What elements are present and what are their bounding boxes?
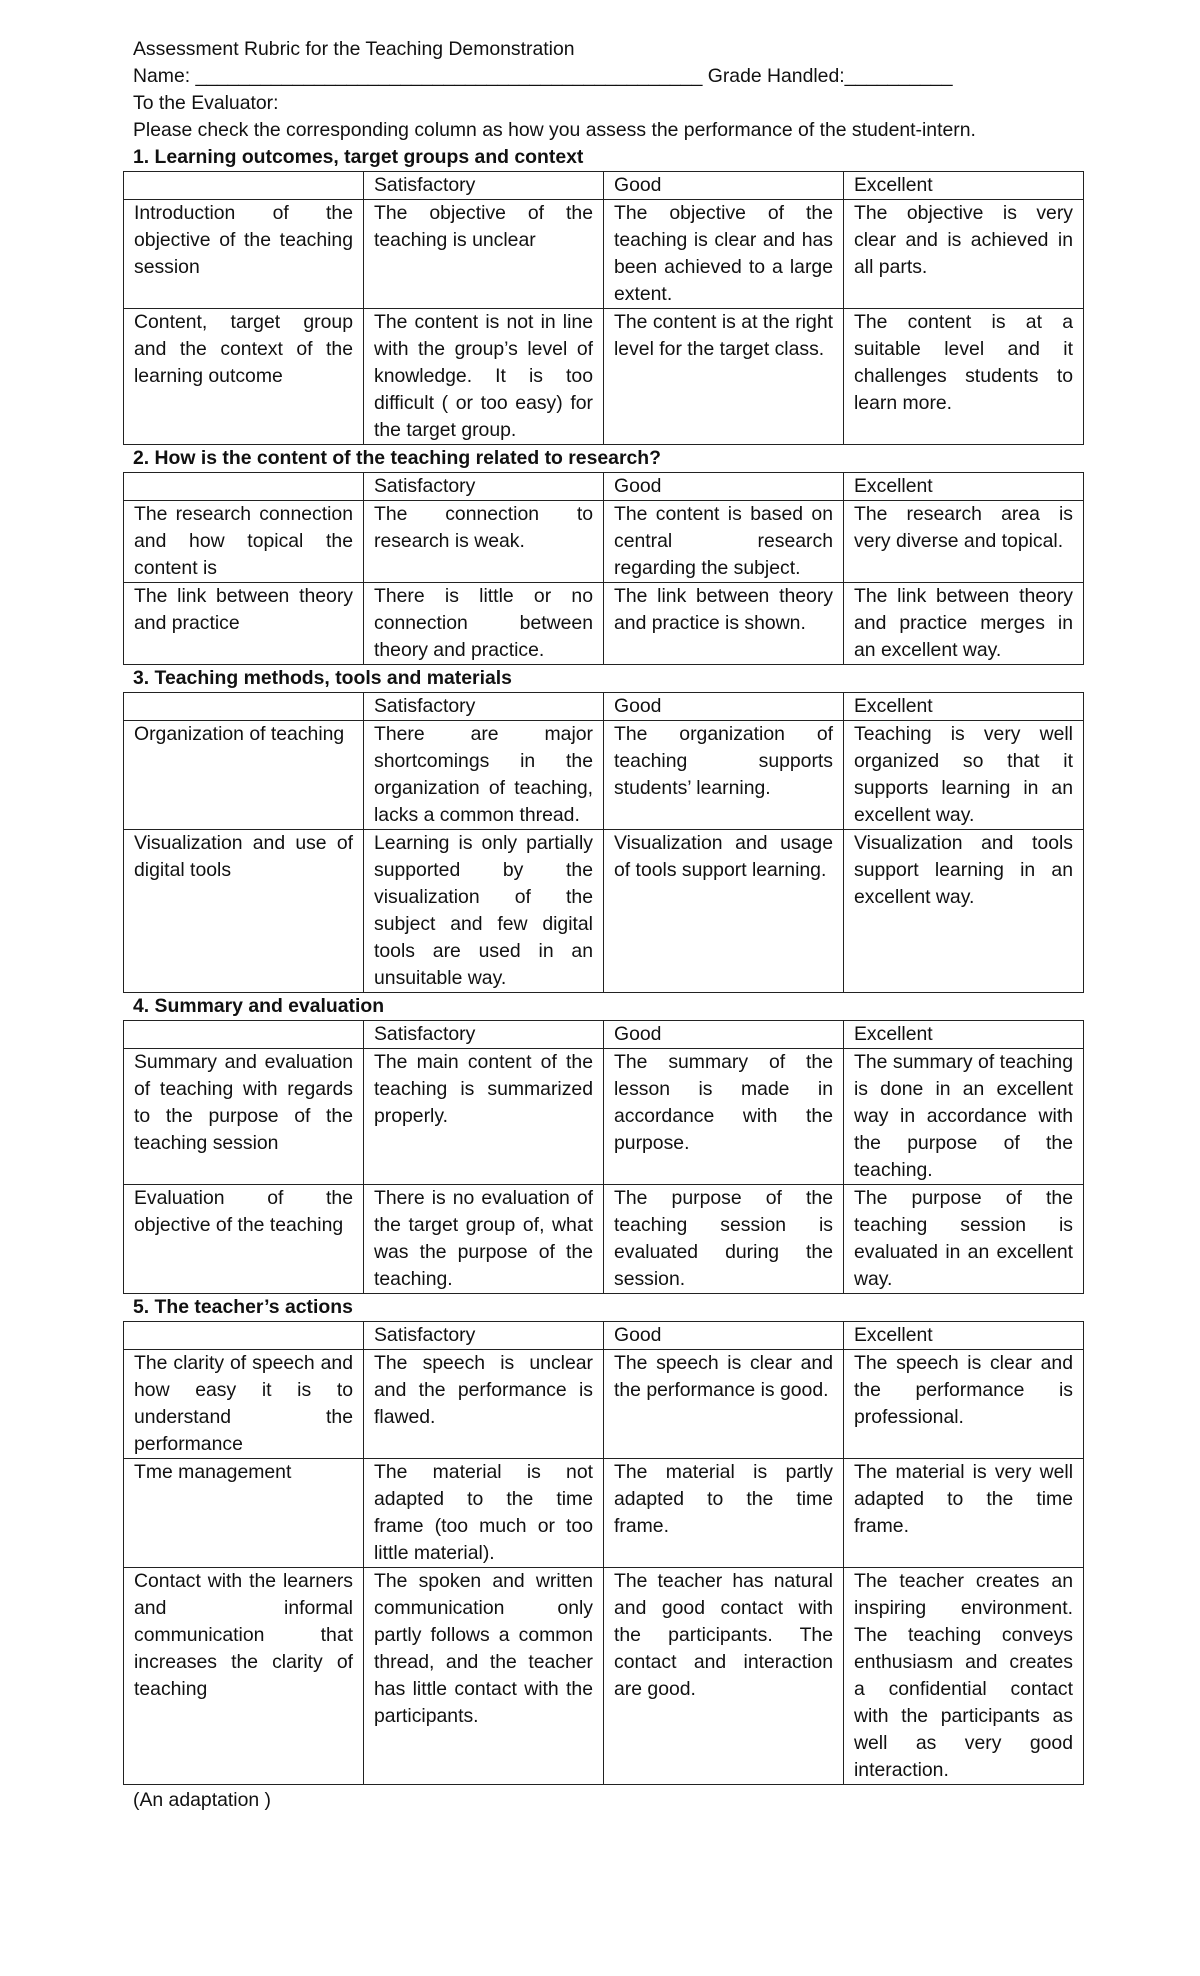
criterion-header-cell [124, 1322, 364, 1350]
instructions: Please check the corresponding column as how you assess the performance of the student-intern. [133, 119, 976, 141]
good-cell[interactable]: The summary of the lesson is made in accordance with the purpose. [604, 1049, 844, 1185]
satisfactory-cell[interactable]: There is no evaluation of the target group of, what was the purpose of the teaching. [364, 1185, 604, 1294]
excellent-cell[interactable]: Visualization and tools support learning in an excellent way. [844, 830, 1084, 993]
good-cell[interactable]: The objective of the teaching is clear and has been achieved to a large extent. [604, 200, 844, 309]
excellent-cell[interactable]: The summary of teaching is done in an excellent way in accordance with the purpose of the teaching. [844, 1049, 1084, 1185]
header-row [124, 1322, 1084, 1350]
satisfactory-cell[interactable]: The spoken and written communication only partly follows a common thread, and the teacher has little contact with the participants. [364, 1568, 604, 1785]
criterion-cell: Content, target group and the context of the learning outcome [124, 309, 364, 445]
table-row [124, 309, 1084, 445]
criterion-header-cell [124, 172, 364, 200]
table-row [124, 200, 1084, 309]
criterion-cell: The research connection and how topical the content is [124, 501, 364, 583]
satisfactory-cell[interactable]: The connection to research is weak. [364, 501, 604, 583]
column-header-excellent: Excellent [844, 1021, 1084, 1049]
satisfactory-cell[interactable]: The objective of the teaching is unclear [364, 200, 604, 309]
column-header-good: Good [604, 1322, 844, 1350]
header-row [124, 1021, 1084, 1049]
good-cell[interactable]: The organization of teaching supports students’ learning. [604, 721, 844, 830]
satisfactory-cell[interactable]: There is little or no connection between theory and practice. [364, 583, 604, 665]
good-cell[interactable]: The purpose of the teaching session is evaluated during the session. [604, 1185, 844, 1294]
good-cell[interactable]: The content is at the right level for the target class. [604, 309, 844, 445]
criterion-cell: Summary and evaluation of teaching with regards to the purpose of the teaching session [124, 1049, 364, 1185]
table-row [124, 1049, 1084, 1185]
good-cell[interactable]: The speech is clear and the performance is good. [604, 1350, 844, 1459]
rubric-sections [123, 144, 1083, 1785]
header-row [124, 172, 1084, 200]
column-header-satisfactory: Satisfactory [364, 473, 604, 501]
criterion-header-cell [124, 473, 364, 501]
document-title: Assessment Rubric for the Teaching Demonstration [133, 38, 575, 60]
section-title: 2. How is the content of the teaching related to research? [133, 447, 661, 469]
criterion-cell: Visualization and use of digital tools [124, 830, 364, 993]
column-header-satisfactory: Satisfactory [364, 693, 604, 721]
table-row [124, 1185, 1084, 1294]
table-row [124, 501, 1084, 583]
header-row [124, 693, 1084, 721]
section-title: 5. The teacher’s actions [133, 1296, 353, 1318]
table-row [124, 1459, 1084, 1568]
excellent-cell[interactable]: The research area is very diverse and topical. [844, 501, 1084, 583]
excellent-cell[interactable]: The speech is clear and the performance is professional. [844, 1350, 1084, 1459]
table-row [124, 1568, 1084, 1785]
criterion-cell: Evaluation of the objective of the teaching [124, 1185, 364, 1294]
column-header-satisfactory: Satisfactory [364, 172, 604, 200]
criterion-cell: The link between theory and practice [124, 583, 364, 665]
excellent-cell[interactable]: The link between theory and practice merges in an excellent way. [844, 583, 1084, 665]
table-row [124, 583, 1084, 665]
good-cell[interactable]: Visualization and usage of tools support learning. [604, 830, 844, 993]
section-title: 4. Summary and evaluation [133, 995, 385, 1017]
rubric-document [123, 36, 1083, 1814]
rubric-table [123, 1020, 1084, 1294]
criterion-cell: Tme management [124, 1459, 364, 1568]
column-header-excellent: Excellent [844, 693, 1084, 721]
column-header-good: Good [604, 1021, 844, 1049]
section-title: 1. Learning outcomes, target groups and context [133, 146, 584, 168]
rubric-table [123, 171, 1084, 445]
excellent-cell[interactable]: The material is very well adapted to the time frame. [844, 1459, 1084, 1568]
table-row [124, 1350, 1084, 1459]
column-header-excellent: Excellent [844, 172, 1084, 200]
good-cell[interactable]: The content is based on central research regarding the subject. [604, 501, 844, 583]
column-header-satisfactory: Satisfactory [364, 1322, 604, 1350]
footer-note: (An adaptation ) [133, 1789, 271, 1811]
column-header-excellent: Excellent [844, 473, 1084, 501]
rubric-table [123, 692, 1084, 993]
criterion-cell: Organization of teaching [124, 721, 364, 830]
excellent-cell[interactable]: The teacher creates an inspiring environment. The teaching conveys enthusiasm and creates a confidential contact with the participants as well as very good interaction. [844, 1568, 1084, 1785]
column-header-satisfactory: Satisfactory [364, 1021, 604, 1049]
column-header-good: Good [604, 693, 844, 721]
column-header-good: Good [604, 473, 844, 501]
excellent-cell[interactable]: Teaching is very well organized so that it supports learning in an excellent way. [844, 721, 1084, 830]
header-row [124, 473, 1084, 501]
excellent-cell[interactable]: The content is at a suitable level and it challenges students to learn more. [844, 309, 1084, 445]
satisfactory-cell[interactable]: The content is not in line with the group’s level of knowledge. It is too difficult ( or too easy) for the target group. [364, 309, 604, 445]
excellent-cell[interactable]: The purpose of the teaching session is evaluated in an excellent way. [844, 1185, 1084, 1294]
satisfactory-cell[interactable]: There are major shortcomings in the organization of teaching, lacks a common thread. [364, 721, 604, 830]
table-row [124, 830, 1084, 993]
column-header-excellent: Excellent [844, 1322, 1084, 1350]
evaluator-heading: To the Evaluator: [133, 92, 279, 114]
criterion-cell: Contact with the learners and informal communication that increases the clarity of teaching [124, 1568, 364, 1785]
good-cell[interactable]: The teacher has natural and good contact with the participants. The contact and interaction are good. [604, 1568, 844, 1785]
column-header-good: Good [604, 172, 844, 200]
rubric-table [123, 472, 1084, 665]
satisfactory-cell[interactable]: The main content of the teaching is summarized properly. [364, 1049, 604, 1185]
section-title: 3. Teaching methods, tools and materials [133, 667, 512, 689]
satisfactory-cell[interactable]: Learning is only partially supported by the visualization of the subject and few digital tools are used in an unsuitable way. [364, 830, 604, 993]
criterion-cell: The clarity of speech and how easy it is to understand the performance [124, 1350, 364, 1459]
excellent-cell[interactable]: The objective is very clear and is achieved in all parts. [844, 200, 1084, 309]
criterion-header-cell [124, 1021, 364, 1049]
satisfactory-cell[interactable]: The material is not adapted to the time frame (too much or too little material). [364, 1459, 604, 1568]
table-row [124, 721, 1084, 830]
criterion-header-cell [124, 693, 364, 721]
name-grade-line: Name: _______________________________________________ Grade Handled:__________ [133, 65, 953, 87]
criterion-cell: Introduction of the objective of the teaching session [124, 200, 364, 309]
good-cell[interactable]: The material is partly adapted to the time frame. [604, 1459, 844, 1568]
rubric-table [123, 1321, 1084, 1785]
good-cell[interactable]: The link between theory and practice is shown. [604, 583, 844, 665]
satisfactory-cell[interactable]: The speech is unclear and the performance is flawed. [364, 1350, 604, 1459]
